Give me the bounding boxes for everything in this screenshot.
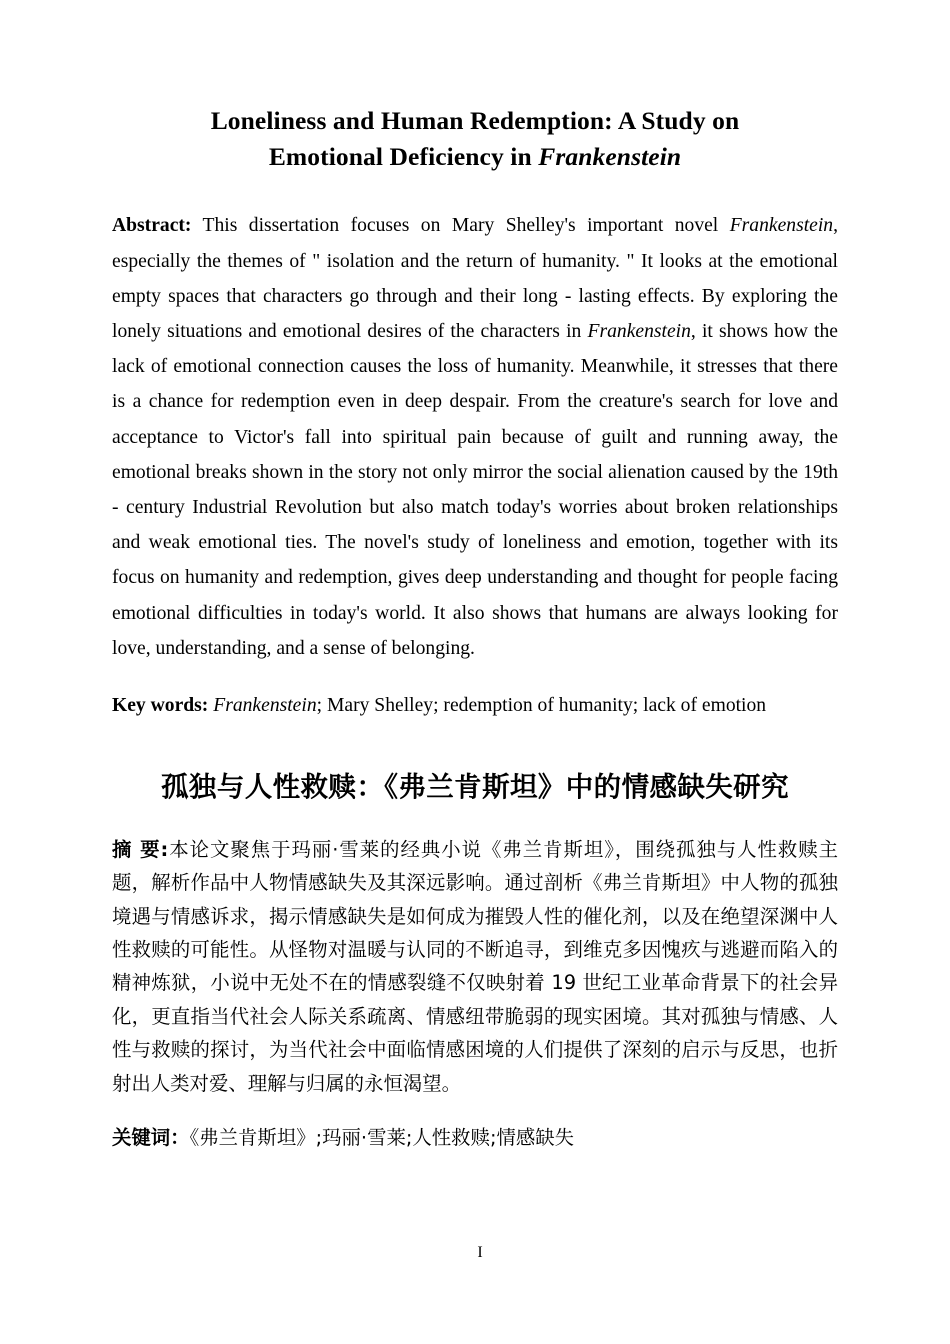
english-abstract-segment-2: , especially the themes of " isolation and the return of humanity. " It looks at the emotional empty spaces that characters go through and their long - lasting effects. By exploring the lonely situations and emotional desires of the characters in (112, 215, 838, 343)
page-number: I (477, 1244, 483, 1261)
english-title-novel-name: Frankenstein (538, 142, 682, 172)
chinese-abstract-label: 摘 要: (112, 837, 169, 861)
chinese-abstract-body: 本论文聚焦于玛丽·雪莱的经典小说《弗兰肯斯坦》，围绕孤独与人性救赎主题，解析作品中人物情感缺失及其深远影响。通过剖析《弗兰肯斯坦》中人物的孤独境遇与情感诉求，揭示情感缺失是如何成为摧毁人性的催化剂，以及在绝望深渊中人性救赎的可能性。从怪物对温暖与认同的不断追寻，到维克多因愧疚与逃避而陷入的精神炼狱，小说中无处不在的情感裂缝不仅映射着 19 世纪工业革命背景下的社会异化，更直指当代社会人际关系疏离、情感纽带脆弱的现实困境。其对孤独与情感、人性与救赎的探讨，为当代社会中面临情感困境的人们提供了深刻的启示与反思，也折射出人类对爱、理解与归属的永恒渴望。 (112, 837, 838, 1095)
english-abstract-novel-name-2: Frankenstein (587, 321, 691, 343)
chinese-keywords-label: 关键词： (112, 1126, 190, 1149)
page-content-column (112, 0, 838, 1261)
english-keywords-paragraph (112, 666, 838, 723)
english-abstract-segment-1: This dissertation focuses on Mary Shelley's important novel (191, 215, 730, 237)
chinese-title: 孤独与人性救赎：《弗兰肯斯坦》中的情感缺失研究 (161, 771, 789, 804)
english-title-line-2-prefix: Emotional Deficiency in (268, 142, 539, 172)
english-title-line-1: Loneliness and Human Redemption: A Study on (210, 106, 740, 135)
english-abstract-segment-3: , it shows how the lack of emotional connection causes the loss of humanity. Meanwhile, it stresses that there is a chance for redemption even in deep despair. From the creature's search for love and acceptance to Victor's fall into spiritual pain because of guilt and running away, the emotional breaks shown in the story not only mirror the social alienation caused by the 19th - century Industrial Revolution but also match today's worries about broken relationships and weak emotional ties. The novel's study of loneliness and emotion, together with its focus on humanity and redemption, gives deep understanding and thought for people facing emotional difficulties in today's world. It also shows that humans are always looking for love, understanding, and a sense of belonging. (112, 321, 838, 659)
english-abstract-novel-name-1: Frankenstein (729, 215, 834, 237)
chinese-keywords-paragraph (112, 1100, 838, 1154)
english-keywords-rest: ; Mary Shelley; redemption of humanity; lack of emotion (316, 695, 767, 717)
english-abstract-paragraph (112, 175, 838, 666)
english-title (112, 0, 838, 175)
english-keywords-novel-name: Frankenstein (213, 695, 317, 717)
english-keywords-label: Key words: (112, 695, 209, 717)
chinese-abstract-paragraph (112, 807, 838, 1100)
chinese-keywords-body: 《弗兰肯斯坦》;玛丽·雪莱;人性救赎;情感缺失 (189, 1126, 575, 1149)
english-abstract-label: Abstract: (112, 215, 192, 237)
